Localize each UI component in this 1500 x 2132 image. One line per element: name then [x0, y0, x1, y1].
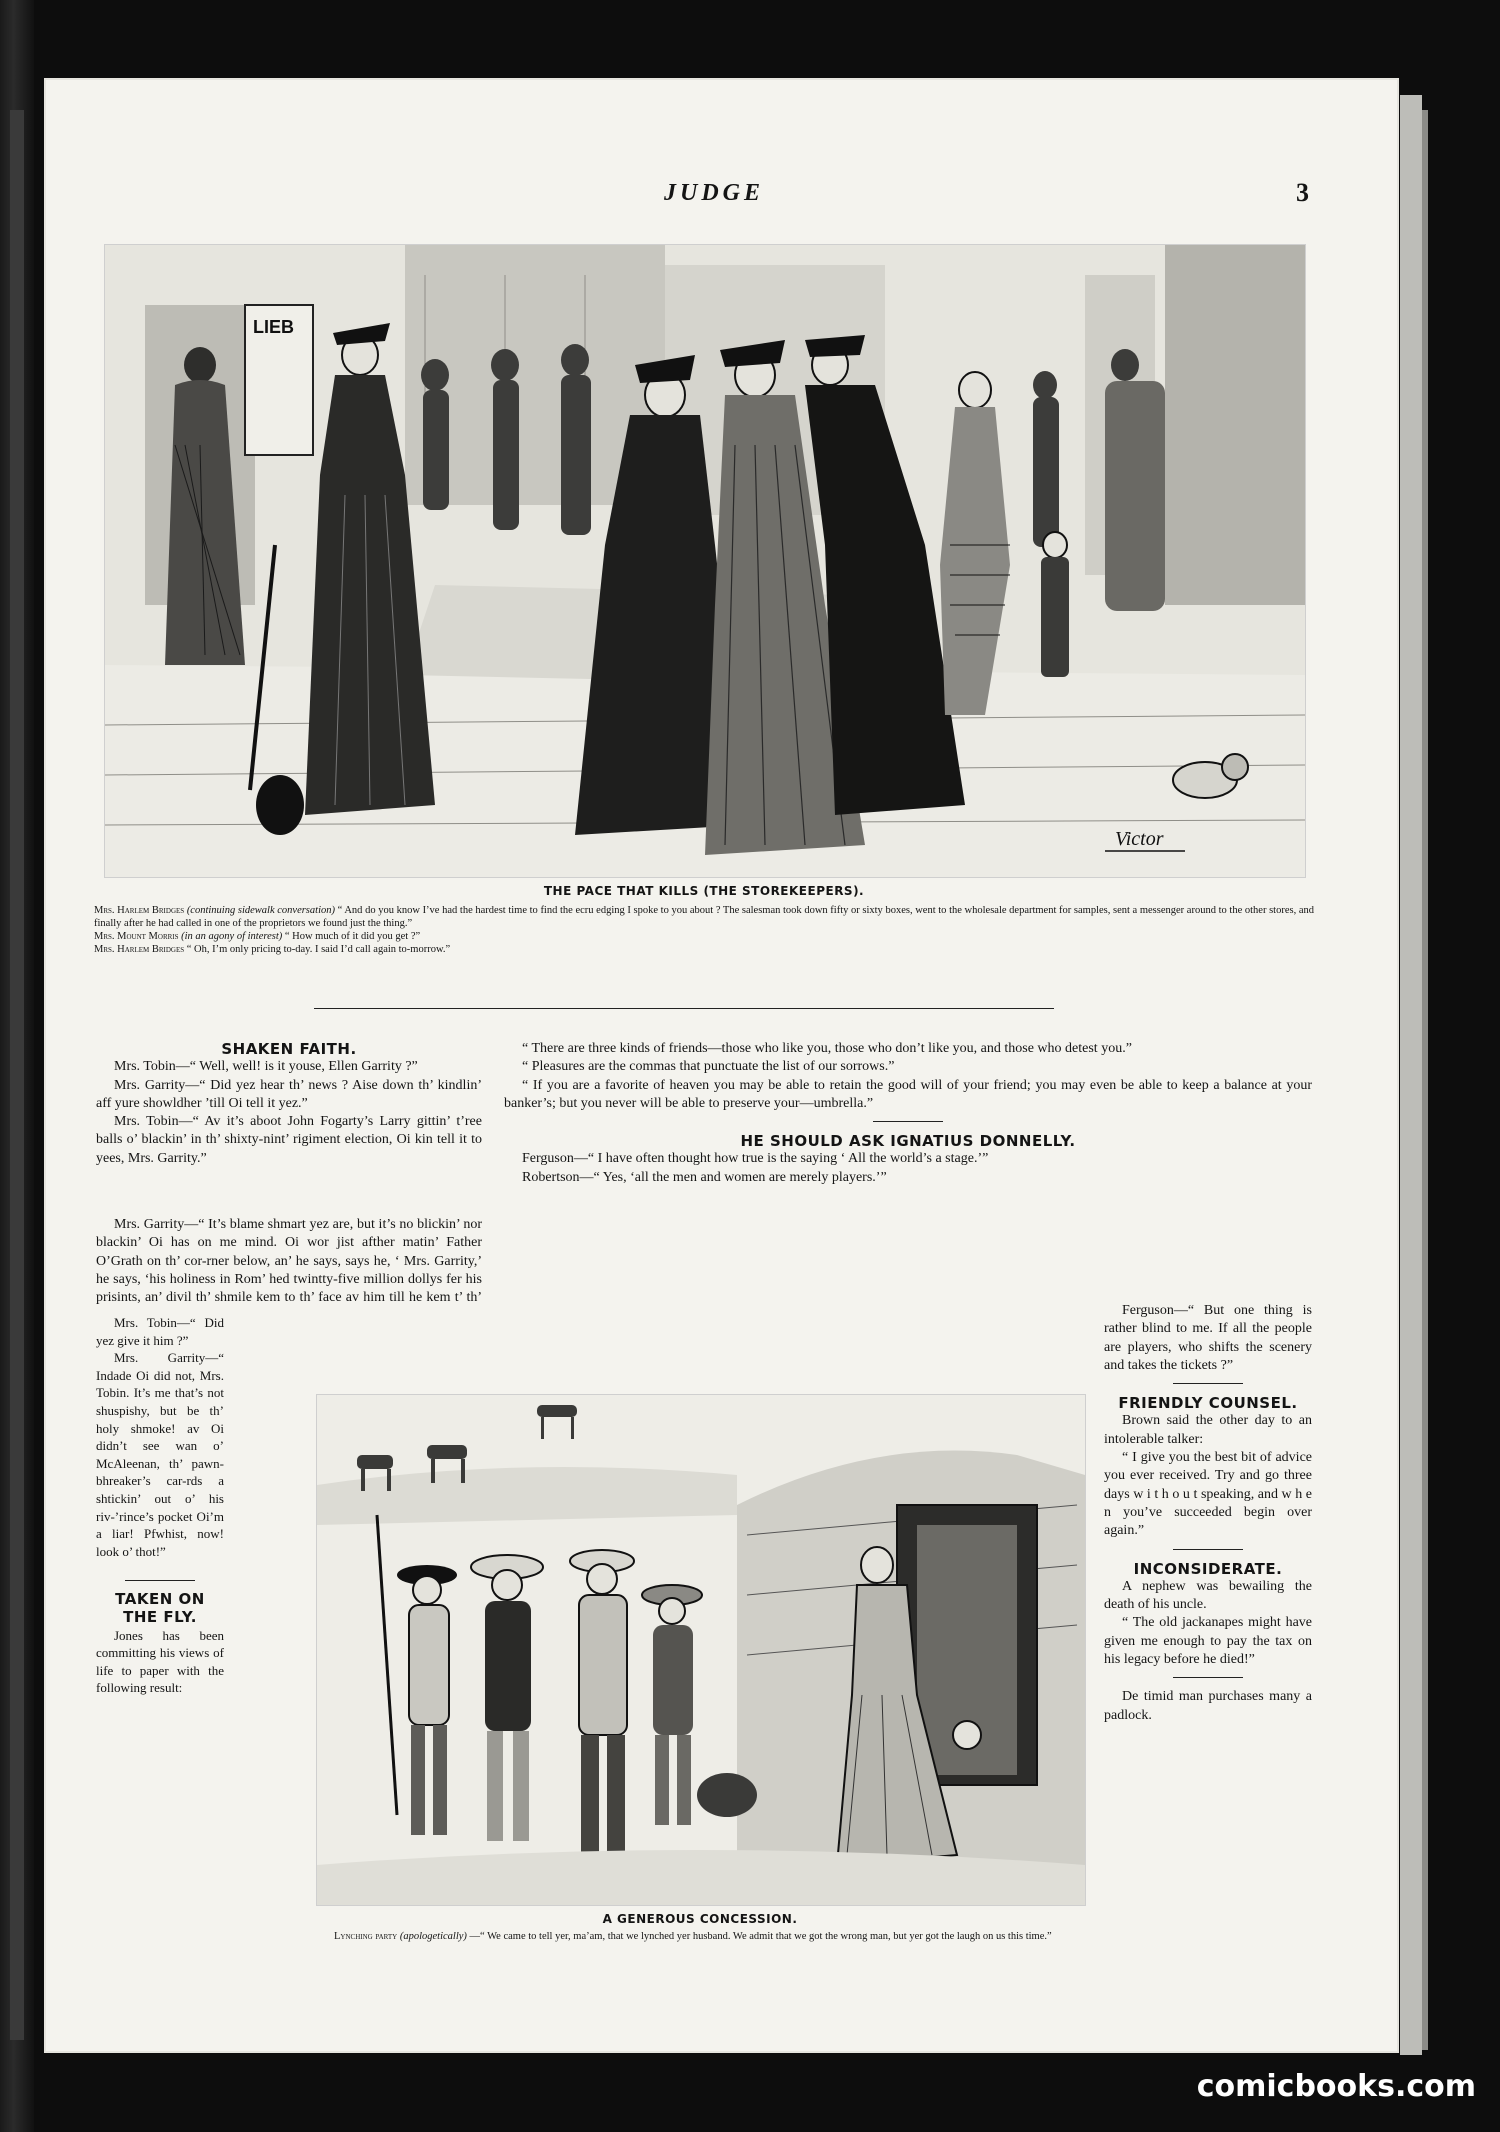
article-paragraph: Ferguson—“ But one thing is rather blind to me. If all the people are players, who shifts the scenery and takes the tickets ?” — [1104, 1303, 1312, 1373]
column-shaken-faith — [96, 1040, 482, 1168]
top-caption-title: THE PACE THAT KILLS (THE STOREKEEPERS). — [543, 884, 865, 898]
column-shaken-faith-narrow — [96, 1314, 224, 1697]
column-right — [504, 1040, 1312, 1187]
bottom-illustration — [316, 1394, 1086, 1906]
article-paragraph: “ I give you the best bit of advice you ever received. Try and go three days w i t h o u t speaking, and w h e n you’ve succeeded begin over again.” — [1104, 1450, 1312, 1539]
magazine-page — [44, 78, 1399, 2053]
heading-friendly-counsel: FRIENDLY COUNSEL. — [1118, 1394, 1298, 1413]
article-paragraph: Mrs. Garrity—“ Indade Oi did not, Mrs. Tobin. It’s me that’s not shuspishy, but be th’ holy shmoke! av Oi didn’t see wan o’ McAleenan, th’ pawn-bhreaker’s car-rds a shtickin’ out o’ his riv-’rince’s pocket Oi’m a liar! Pfwhist, now! look o’ thot!” — [96, 1350, 224, 1559]
poster-text: LIEB — [253, 317, 295, 337]
caption-direction: (continuing sidewalk conversation) — [186, 905, 335, 916]
article-paragraph: “ The old jackanapes might have given me enough to pay the tax on his legacy before he died!” — [1104, 1615, 1312, 1668]
caption-line — [94, 904, 1314, 930]
heading-donnelly: HE SHOULD ASK IGNATIUS DONNELLY. — [740, 1132, 1076, 1151]
caption-line — [334, 1930, 1074, 1943]
short-divider — [1173, 1383, 1243, 1384]
caption-speaker: Mrs. Harlem Bridges — [94, 944, 185, 955]
short-divider — [873, 1121, 943, 1122]
short-divider — [1173, 1549, 1243, 1550]
article-paragraph: Mrs. Tobin—“ Well, well! is it youse, Ellen Garrity ?” — [114, 1059, 418, 1075]
short-divider — [1173, 1677, 1243, 1678]
article-paragraph: De timid man purchases many a padlock. — [1104, 1689, 1312, 1723]
heading-inconsiderate: INCONSIDERATE. — [1133, 1559, 1283, 1578]
lynching-party-drawing — [317, 1395, 1085, 1905]
page-number: 3 — [1296, 178, 1309, 207]
masthead-title: JUDGE — [663, 180, 764, 206]
article-paragraph: Ferguson—“ I have often thought how true is the saying ‘ All the world’s a stage.’” — [522, 1151, 989, 1167]
street-scene-drawing — [105, 245, 1305, 877]
caption-direction: (apologetically) — [399, 1931, 467, 1942]
caption-line — [94, 943, 1314, 956]
bottom-caption — [334, 1930, 1074, 1943]
article-paragraph: Mrs. Tobin—“ Did yez give it him ?” — [96, 1315, 224, 1348]
caption-quote: “ Oh, I’m only pricing to-day. I said I’d call again to-morrow.” — [186, 944, 451, 955]
column-shaken-faith-cont — [96, 1216, 482, 1308]
article-paragraph: Brown said the other day to an intolerable talker: — [1104, 1413, 1312, 1447]
article-paragraph: Robertson—“ Yes, ‘all the men and women are merely players.’” — [522, 1169, 887, 1185]
top-caption — [94, 904, 1314, 956]
page-stack-edge — [1400, 95, 1422, 2055]
watermark-text: comicbooks.com — [1196, 2069, 1476, 2104]
caption-quote: “ How much of it did you get ?” — [284, 931, 421, 942]
caption-speaker: Mrs. Mount Morris — [94, 931, 179, 942]
article-paragraph: “ Pleasures are the commas that punctuate the list of our sorrows.” — [522, 1059, 895, 1075]
caption-quote: —“ We came to tell yer, ma’am, that we lynched yer husband. We admit that we got the wrong man, but yer got the laugh on us this time.” — [469, 1931, 1052, 1942]
page-edge-left — [10, 110, 24, 2040]
caption-speaker: Lynching party — [334, 1931, 398, 1942]
article-paragraph: Mrs. Garrity—“ It’s blame shmart yez are, but it’s no blickin’ nor blackin’ Oi has on me mind. Oi wor jist afther matin’ Father O’Grath on th’ cor-rner below, an’ he says, says he, ‘ Mrs. Garrity,’ he says, ‘his holiness in Rom’ hed twintty-five million dollys fer his prisints, an’ divil th’ shmile kem to th’ face av him till he kem t’ th’ — [96, 1217, 482, 1306]
caption-line — [94, 930, 1314, 943]
article-paragraph: Mrs. Garrity—“ Did yez hear th’ news ? Aise down th’ kindlin’ aff yure showldher ’till Oi tell it yez.” — [96, 1077, 482, 1111]
masthead — [44, 180, 1399, 220]
article-paragraph: A nephew was bewailing the death of his uncle. — [1104, 1578, 1312, 1613]
top-illustration — [104, 244, 1306, 878]
caption-quote: “ And do you know I’ve had the hardest time to find the ecru edging I spoke to you about ? The salesman took down fifty or sixty boxes, went to the wholesale department for samples, sent a messenger around to the other stores, and finally after he had called in one of the proprietors we found just the thing.” — [94, 905, 1315, 929]
caption-direction: (in an agony of interest) — [181, 931, 283, 942]
article-paragraph: “ There are three kinds of friends—those who like you, those who don’t like you, and those who detest you.” — [522, 1041, 1132, 1056]
heading-taken-on-the-fly: TAKEN ON THE FLY. — [115, 1590, 205, 1626]
heading-shaken-faith: SHAKEN FAITH. — [221, 1040, 357, 1058]
page-stack-shadow — [1422, 110, 1428, 2050]
article-paragraph: Mrs. Tobin—“ Av it’s aboot John Fogarty’s Larry gittin’ t’ree balls o’ blackin’ in th’ shixty-nint’ rigiment election, Oi kin tell it to yees, Mrs. Garrity.” — [96, 1114, 482, 1166]
caption-speaker: Mrs. Harlem Bridges — [94, 905, 185, 916]
section-divider — [314, 1008, 1054, 1009]
article-paragraph: “ If you are a favorite of heaven you may be able to retain the good will of your friend; you may even be able to keep a balance at your banker’s; but you never will be able to preserve your—umbrella.” — [504, 1077, 1312, 1111]
illustrator-signature: Victor — [1115, 828, 1164, 850]
bottom-caption-title: A GENEROUS CONCESSION. — [602, 1912, 798, 1926]
article-paragraph: Jones has been committing his views of life to paper with the following result: — [96, 1627, 224, 1696]
column-right-narrow — [1104, 1302, 1312, 1725]
short-divider — [125, 1580, 195, 1581]
